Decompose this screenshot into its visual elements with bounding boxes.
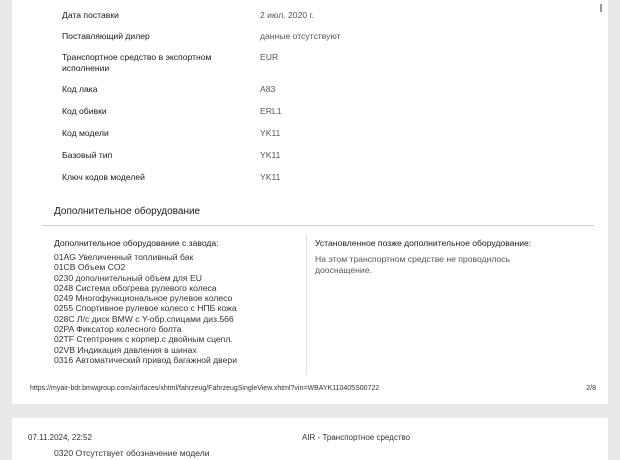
document-page-3 bbox=[12, 418, 608, 460]
footer-page-number: 2/8 bbox=[586, 385, 596, 392]
info-label: Код модели bbox=[62, 128, 109, 138]
info-label: Код обивки bbox=[62, 106, 107, 116]
list-item: 02PA Фиксатор колесного болта bbox=[54, 324, 182, 335]
info-label: Код лака bbox=[62, 84, 98, 94]
info-value: 2 июл. 2020 г. bbox=[260, 10, 314, 20]
list-item: 0316 Автоматический привод багажной двери bbox=[54, 354, 237, 365]
later-equipment-heading: Установленное позже дополнительное оборудование: bbox=[315, 238, 532, 248]
document-page-2 bbox=[12, 0, 608, 404]
info-value: YK11 bbox=[260, 150, 281, 160]
info-value: A83 bbox=[260, 84, 276, 94]
later-equipment-text: На этом транспортном средстве не проводилось дооснащение. bbox=[315, 254, 511, 275]
list-item: 01CB Объем CO2 bbox=[54, 262, 126, 273]
info-value: YK11 bbox=[260, 172, 281, 182]
info-value: EUR bbox=[260, 52, 279, 62]
print-datetime: 07.11.2024, 22:52 bbox=[28, 433, 92, 442]
list-item: 0249 Многофункциональное рулевое колесо bbox=[54, 293, 233, 304]
info-value: ERL1 bbox=[260, 106, 282, 116]
list-item: 02TF Стептроник с корпер.с двойным сцепл. bbox=[54, 334, 233, 345]
column-divider bbox=[306, 236, 307, 374]
equipment-section-title: Дополнительное оборудование bbox=[54, 206, 201, 217]
info-label: Поставляющий дилер bbox=[62, 31, 150, 41]
factory-equipment-list bbox=[54, 252, 237, 365]
print-header-title: AIR - Транспортное средство bbox=[302, 433, 411, 442]
list-item: 0320 Отсутствует обозначение модели bbox=[54, 448, 210, 458]
info-label: Транспортное средство в экспортном исполнении bbox=[62, 52, 212, 73]
info-label: Ключ кодов моделей bbox=[62, 172, 145, 182]
list-item: 02VB Индикация давления в шинах bbox=[54, 344, 197, 355]
info-label: Дата поставки bbox=[62, 10, 119, 20]
footer-url: https://myair-bdr.bmwgroup.com/air/faces/xhtml/fahrzeug/FahrzeugSingleView.xhtml?vin=WBAYK110405S00722 bbox=[30, 385, 380, 392]
list-item: 0248 Система обогрева рулевого колеса bbox=[54, 282, 217, 293]
list-item: 0230 дополнительный объем для EU bbox=[54, 272, 202, 283]
list-item: 0255 Спортивное рулевое колесо с НПБ кожа bbox=[54, 303, 237, 314]
section-divider bbox=[42, 225, 594, 226]
info-value: данные отсутствуют bbox=[260, 31, 341, 41]
info-value: YK11 bbox=[260, 128, 281, 138]
list-item: 01AG Увеличенный топливный бак bbox=[54, 252, 194, 262]
info-label: Базовый тип bbox=[62, 150, 113, 160]
page-edge-mark bbox=[600, 4, 602, 12]
list-item: 028C Л/с диск BMW с Y-обр.спицами диз.566 bbox=[54, 313, 234, 324]
factory-equipment-heading: Дополнительное оборудование с завода: bbox=[54, 238, 219, 248]
